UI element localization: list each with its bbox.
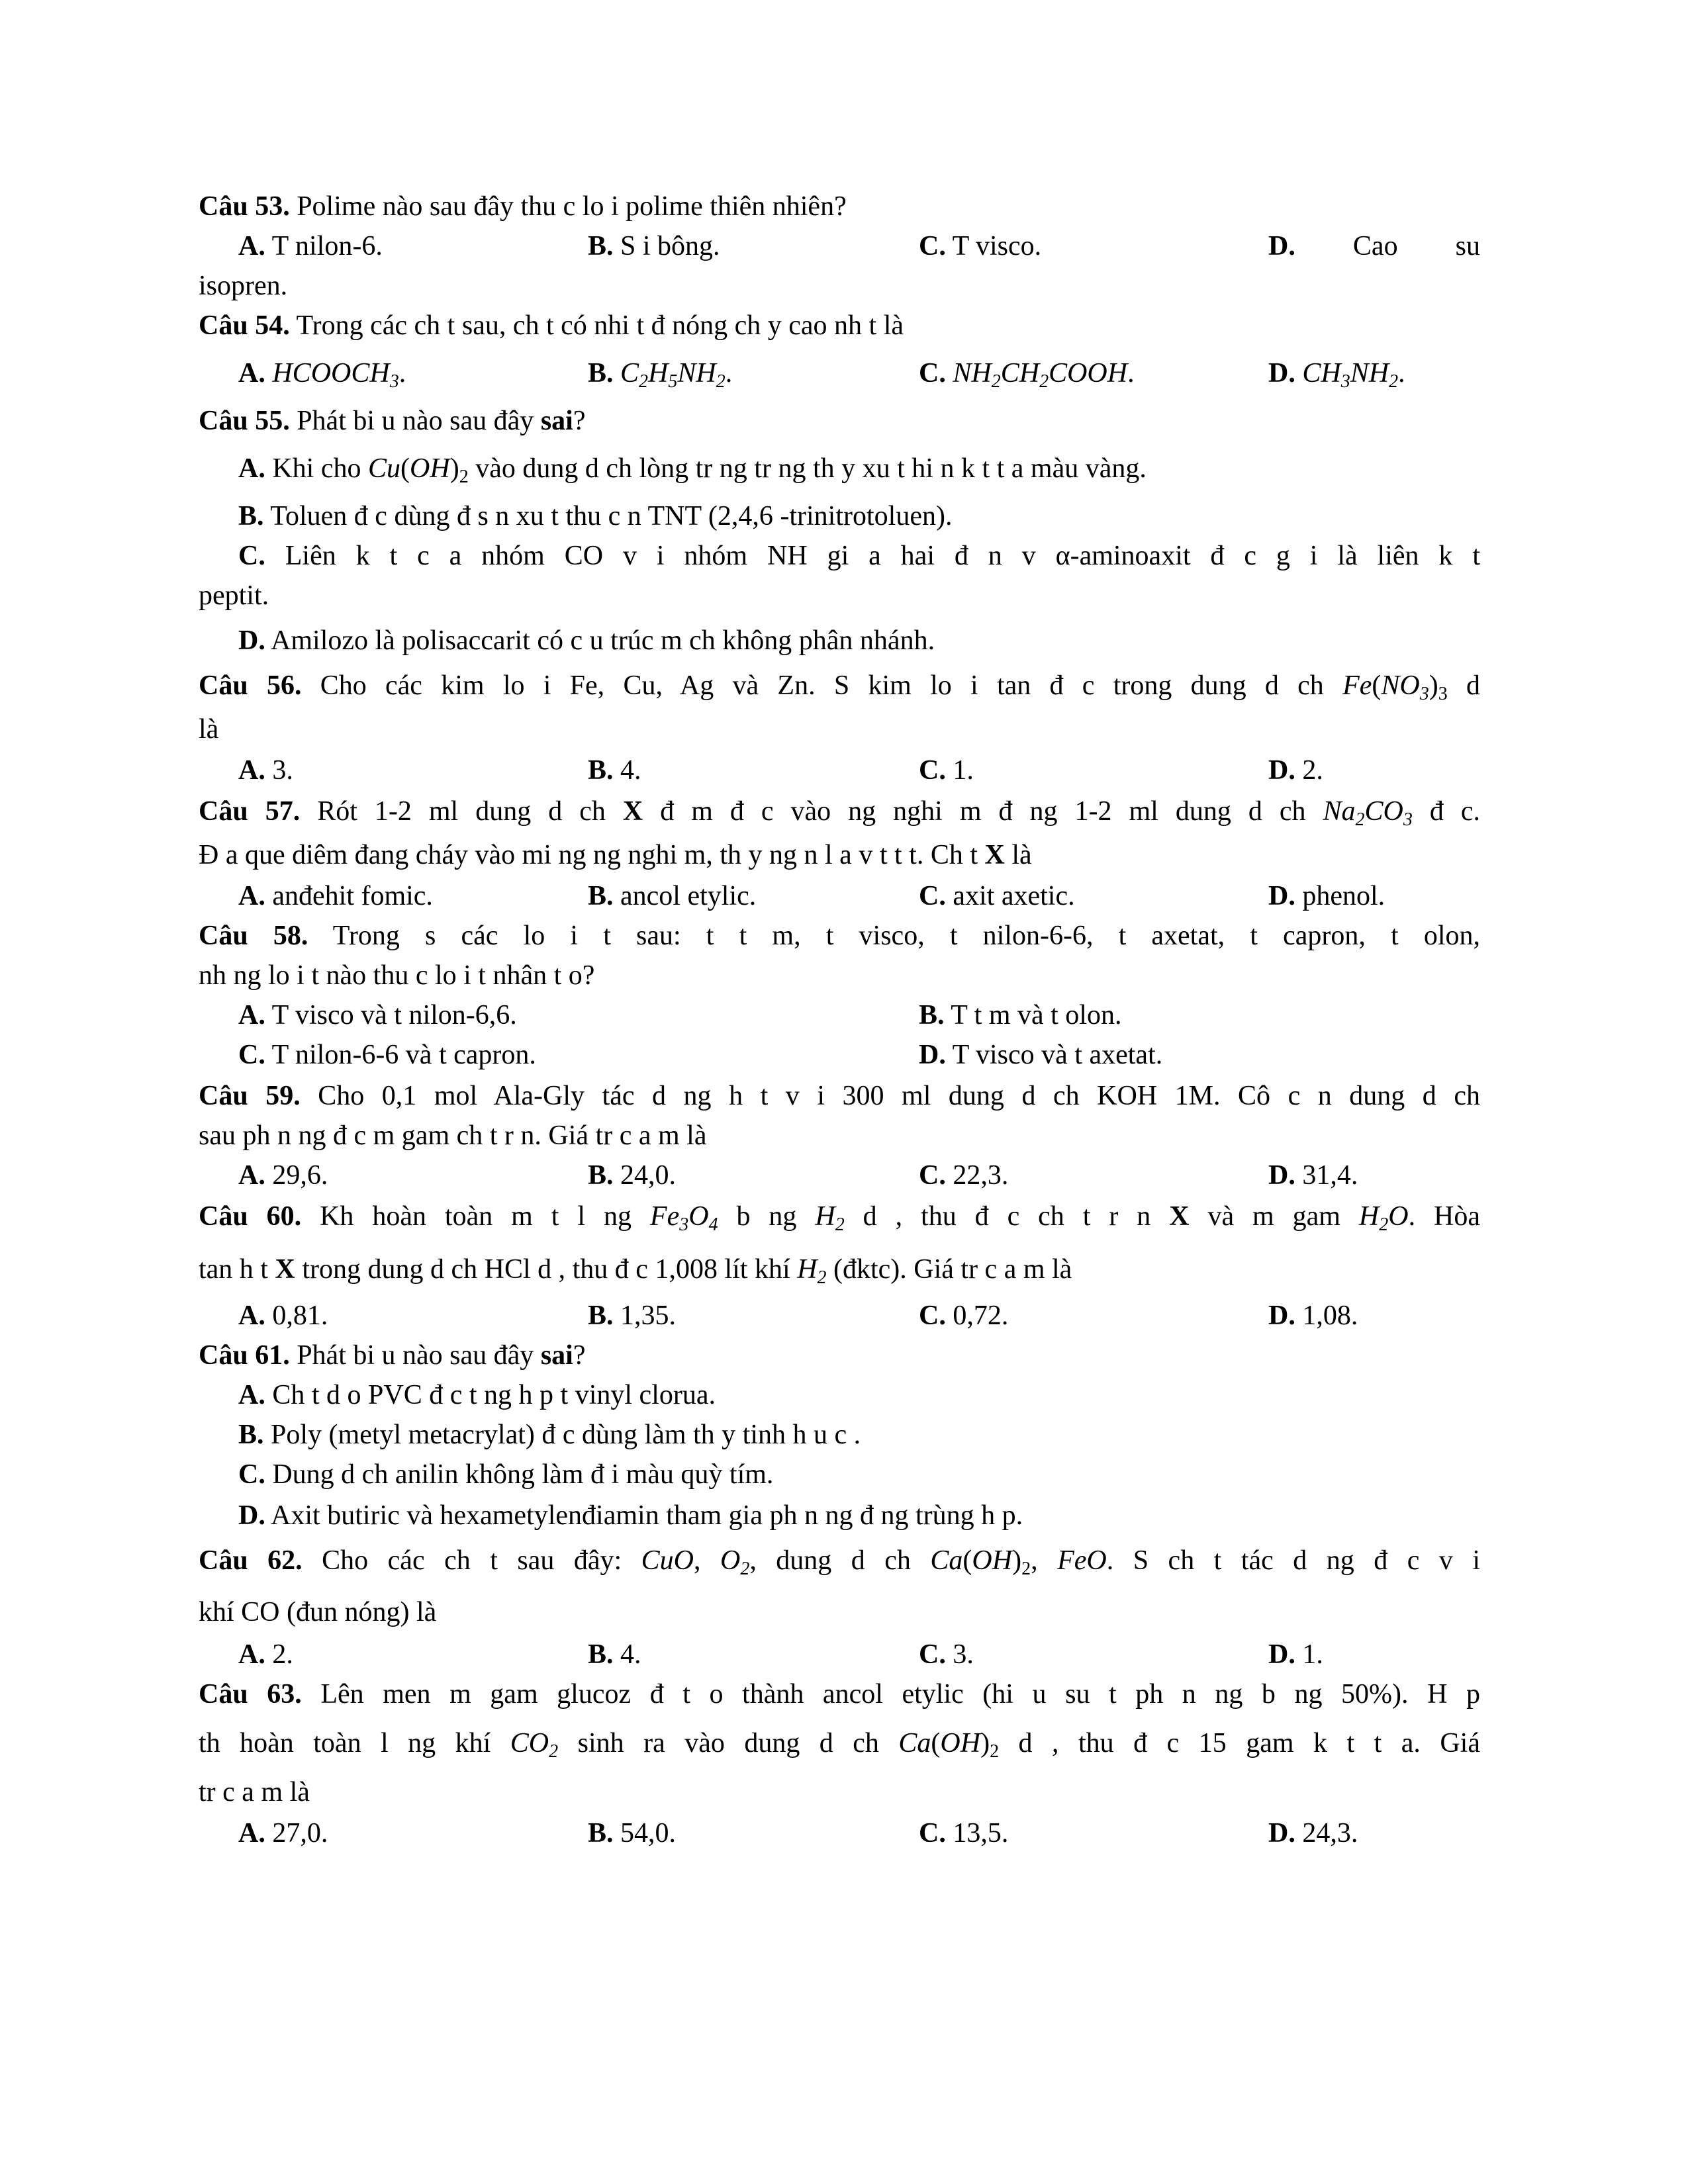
question-57: Câu 57. Rót 1-2 ml dung d ch X đ m đ c vào ng nghi m đ ng 1-2 ml dung d ch $Na_2CO_3$ đ c.	[199, 796, 1480, 830]
question-number: Câu 53.	[199, 191, 290, 222]
option-b: B. Toluen đ c dùng đ s n xu t thu c n TNT (2,4,6 -trinitrotoluen).	[238, 501, 953, 531]
question-58: Câu 58. Trong s các lo i t sau: t t m, t visco, t nilon-6-6, t axetat, t capron, t olon,	[199, 921, 1480, 951]
option-c: C. 3.	[919, 1639, 974, 1670]
question-61: Câu 61. Phát bi u nào sau đây sai?	[199, 1340, 586, 1371]
option-d: D. Amilozo là polisaccarit có c u trúc m ch không phân nhánh.	[238, 625, 935, 656]
option-b: B. ancol etylic.	[588, 881, 757, 911]
option-d: D. Axit butiric và hexametylenđiamin tham gia ph n ng đ ng trùng h p.	[238, 1500, 1023, 1531]
option-a: A. T visco và t nilon-6,6.	[238, 1000, 517, 1030]
option-a: A. 0,81.	[238, 1300, 328, 1331]
option-c: C. 0,72.	[919, 1300, 1009, 1331]
option-b: B. Poly (metyl metacrylat) đ c dùng làm th y tinh h u c .	[238, 1420, 861, 1450]
question-55: Câu 55. Phát bi u nào sau đây sai?	[199, 406, 586, 436]
question-57-continued: Đ a que diêm đang cháy vào mi ng ng nghi m, th y ng n l a v t t t. Ch t X là	[199, 840, 1032, 870]
option-c: C. $NH_2CH_2COOH$.	[919, 358, 1135, 392]
question-63: Câu 63. Lên men m gam glucoz đ t o thành ancol etylic (hi u su t ph n ng b ng 50%). H p	[199, 1679, 1480, 1709]
option-a: A. 29,6.	[238, 1160, 328, 1191]
question-53	[199, 191, 847, 222]
option-d: D. T visco và t axetat.	[919, 1040, 1163, 1070]
option-a: A. T nilon-6.	[238, 231, 383, 261]
question-56: Câu 56. Cho các kim lo i Fe, Cu, Ag và Zn. S kim lo i tan đ c trong dung d ch $Fe(NO_3)_3$ d	[199, 670, 1481, 704]
question-60: Câu 60. Kh hoàn toàn m t l ng $Fe_3O_4$ b ng $H_2$ d , thu đ c ch t r n X và m gam $H_2O$. Hòa	[199, 1201, 1481, 1235]
option-b: B. 54,0.	[588, 1818, 677, 1848]
option-a: A. anđehit fomic.	[238, 881, 433, 911]
option-c: C. Dung d ch anilin không làm đ i màu quỳ tím.	[238, 1459, 774, 1490]
option-b: B. 24,0.	[588, 1160, 677, 1191]
option-b: B. 4.	[588, 755, 641, 786]
option-a: A. 27,0.	[238, 1818, 328, 1848]
option-c: C. T visco.	[919, 231, 1042, 261]
option-b: B. S i bông.	[588, 231, 720, 261]
option-d: D. 1,08.	[1268, 1300, 1358, 1331]
option-c: C. 13,5.	[919, 1818, 1009, 1848]
option-b: B. 4.	[588, 1639, 641, 1670]
question-62: Câu 62. Cho các ch t sau đây: CuO, $O_2$, dung d ch $Ca(OH)_2$, FeO. S ch t tác d ng đ c v i	[199, 1545, 1480, 1579]
option-d: D. 1.	[1268, 1639, 1323, 1670]
question-stem: Polime nào sau đây thu c lo i polime thiên nhiên?	[297, 191, 847, 222]
option-a: A. $HCOOCH_3$.	[238, 358, 406, 392]
option-d: D. Cao su	[1268, 231, 1480, 261]
question-58-continued: nh ng lo i t nào thu c lo i t nhân t o?	[199, 960, 595, 991]
question-59: Câu 59. Cho 0,1 mol Ala-Gly tác d ng h t v i 300 ml dung d ch KOH 1M. Cô c n dung d ch	[199, 1081, 1480, 1111]
option-c: C. T nilon-6-6 và t capron.	[238, 1040, 536, 1070]
option-a: A. Khi cho $Cu(OH)_2$ vào dung d ch lòng tr ng tr ng th y xu t hi n k t t a màu vàng.	[238, 453, 1147, 487]
question-63-continued: th hoàn toàn l ng khí $CO_2$ sinh ra vào dung d ch $Ca(OH)_2$ d , thu đ c 15 gam k t t a. Giá	[199, 1728, 1480, 1762]
option-a: A. Ch t d o PVC đ c t ng h p t vinyl clorua.	[238, 1380, 716, 1410]
question-56-continued: là	[199, 714, 219, 745]
option-b: B. T t m và t olon.	[919, 1000, 1122, 1030]
option-c-continued: peptit.	[199, 580, 269, 611]
option-c: C. 1.	[919, 755, 974, 786]
option-a: A. 2.	[238, 1639, 293, 1670]
option-d-continued: isopren.	[199, 271, 288, 301]
option-c: C. Liên k t c a nhóm CO v i nhóm NH gi a hai đ n v α-aminoaxit đ c g i là liên k t	[238, 541, 1480, 571]
question-54: Câu 54. Trong các ch t sau, ch t có nhi t đ nóng ch y cao nh t là	[199, 310, 904, 341]
option-d: D. 2.	[1268, 755, 1323, 786]
option-a: A. 3.	[238, 755, 293, 786]
question-62-continued: khí CO (đun nóng) là	[199, 1597, 437, 1627]
question-60-continued: tan h t X trong dung d ch HCl d , thu đ c 1,008 lít khí $H_2$ (đktc). Giá tr c a m là	[199, 1254, 1072, 1288]
question-59-continued: sau ph n ng đ c m gam ch t r n. Giá tr c a m là	[199, 1120, 707, 1151]
option-d: D. phenol.	[1268, 881, 1385, 911]
option-d: D. 31,4.	[1268, 1160, 1358, 1191]
option-b: B. 1,35.	[588, 1300, 677, 1331]
option-d: D. 24,3.	[1268, 1818, 1358, 1848]
option-b: B. $C_2H_5NH_2$.	[588, 358, 733, 392]
question-63-continued-2: tr c a m là	[199, 1777, 310, 1807]
option-d: D. $CH_3NH_2$.	[1268, 358, 1405, 392]
option-c: C. 22,3.	[919, 1160, 1009, 1191]
option-c: C. axit axetic.	[919, 881, 1075, 911]
